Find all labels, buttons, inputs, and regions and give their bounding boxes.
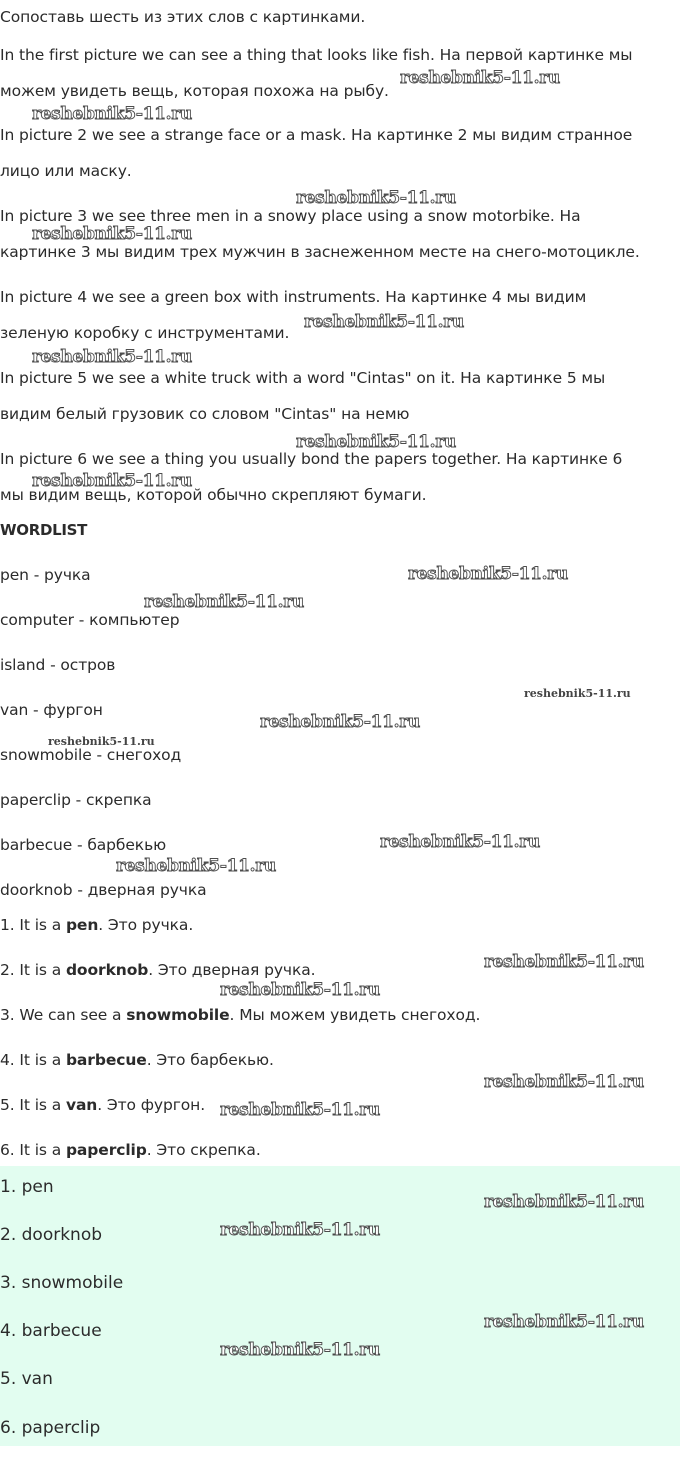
watermark: reshebnik5-11.ru bbox=[32, 224, 192, 244]
answer-sentence-6 bbox=[0, 1140, 261, 1160]
sentence-keyword: pen bbox=[65, 916, 99, 934]
watermark: reshebnik5-11.ru bbox=[144, 592, 304, 612]
watermark: reshebnik5-11.ru bbox=[260, 712, 420, 732]
wordlist-item: doorknob - дверная ручка bbox=[0, 881, 207, 899]
answer-item: 6. paperclip bbox=[0, 1418, 101, 1438]
watermark: reshebnik5-11.ru bbox=[32, 347, 192, 367]
watermark: reshebnik5-11.ru bbox=[220, 980, 380, 1000]
answer-item: 1. pen bbox=[0, 1177, 54, 1197]
wordlist-item: island - остров bbox=[0, 656, 116, 674]
description-2-line-1: In picture 2 we see a strange face or a mask. На картинке 2 мы видим странное bbox=[0, 126, 633, 144]
sentence-suffix: . Это скрепка. bbox=[146, 1141, 261, 1159]
sentence-suffix: . Мы можем увидеть снегоход. bbox=[229, 1006, 481, 1024]
description-4-line-1: In picture 4 we see a green box with instruments. На картинке 4 мы видим bbox=[0, 288, 587, 306]
sentence-suffix: . Это ручка. bbox=[98, 916, 194, 934]
answer-item: 5. van bbox=[0, 1369, 53, 1389]
task-instruction: Сопоставь шесть из этих слов с картинками. bbox=[0, 8, 366, 26]
watermark: reshebnik5-11.ru bbox=[484, 1312, 644, 1332]
wordlist-item: computer - компьютер bbox=[0, 611, 180, 629]
watermark: reshebnik5-11.ru bbox=[296, 188, 456, 208]
description-6-line-1: In picture 6 we see a thing you usually bond the papers together. На картинке 6 bbox=[0, 450, 623, 468]
description-1-line-1: In the first picture we can see a thing that looks like fish. На первой картинке мы bbox=[0, 46, 633, 64]
watermark: reshebnik5-11.ru bbox=[484, 1192, 644, 1212]
watermark: reshebnik5-11.ru bbox=[32, 104, 192, 124]
sentence-suffix: . Это фургон. bbox=[97, 1096, 206, 1114]
wordlist-item: van - фургон bbox=[0, 701, 103, 719]
watermark: reshebnik5-11.ru bbox=[116, 856, 276, 876]
watermark: reshebnik5-11.ru bbox=[220, 1220, 380, 1240]
sentence-prefix: 2. It is a bbox=[0, 961, 66, 979]
wordlist-item: barbecue - барбекью bbox=[0, 836, 167, 854]
answer-item: 3. snowmobile bbox=[0, 1273, 124, 1293]
sentence-suffix: . Это дверная ручка. bbox=[148, 961, 316, 979]
watermark: reshebnik5-11.ru bbox=[408, 564, 568, 584]
wordlist-item: paperclip - скрепка bbox=[0, 791, 152, 809]
watermark: reshebnik5-11.ru bbox=[296, 432, 456, 452]
description-5-line-2: видим белый грузовик со словом "Cintas" на немю bbox=[0, 405, 410, 423]
description-1-line-2: можем увидеть вещь, которая похожа на рыбу. bbox=[0, 82, 389, 100]
watermark: reshebnik5-11.ru bbox=[220, 1340, 380, 1360]
watermark: reshebnik5-11.ru bbox=[304, 312, 464, 332]
watermark: reshebnik5-11.ru bbox=[48, 735, 155, 748]
sentence-prefix: 4. It is a bbox=[0, 1051, 66, 1069]
watermark: reshebnik5-11.ru bbox=[484, 952, 644, 972]
description-4-line-2: зеленую коробку с инструментами. bbox=[0, 324, 290, 342]
answer-item: 2. doorknob bbox=[0, 1225, 103, 1245]
description-2-line-2: лицо или маску. bbox=[0, 162, 132, 180]
watermark: reshebnik5-11.ru bbox=[484, 1072, 644, 1092]
answer-sentence-5 bbox=[0, 1095, 205, 1115]
sentence-prefix: 5. It is a bbox=[0, 1096, 66, 1114]
wordlist-item: pen - ручка bbox=[0, 566, 91, 584]
watermark: reshebnik5-11.ru bbox=[380, 832, 540, 852]
answer-sentence-1 bbox=[0, 915, 193, 935]
watermark: reshebnik5-11.ru bbox=[220, 1100, 380, 1120]
sentence-keyword: barbecue bbox=[65, 1051, 147, 1069]
sentence-keyword: doorknob bbox=[65, 961, 149, 979]
wordlist-item: snowmobile - снегоход bbox=[0, 746, 182, 764]
description-3-line-2: картинке 3 мы видим трех мужчин в заснеженном месте на снего-мотоцикле. bbox=[0, 243, 640, 261]
watermark: reshebnik5-11.ru bbox=[32, 471, 192, 491]
sentence-prefix: 1. It is a bbox=[0, 916, 66, 934]
watermark: reshebnik5-11.ru bbox=[400, 68, 560, 88]
description-3-line-1: In picture 3 we see three men in a snowy place using a snow motorbike. На bbox=[0, 207, 581, 225]
sentence-suffix: . Это барбекью. bbox=[146, 1051, 274, 1069]
answer-sentence-4 bbox=[0, 1050, 274, 1070]
sentence-keyword: paperclip bbox=[65, 1141, 147, 1159]
answer-sentence-3 bbox=[0, 1005, 480, 1025]
sentence-prefix: 6. It is a bbox=[0, 1141, 66, 1159]
description-5-line-1: In picture 5 we see a white truck with a word "Cintas" on it. На картинке 5 мы bbox=[0, 369, 606, 387]
answer-item: 4. barbecue bbox=[0, 1321, 102, 1341]
sentence-keyword: van bbox=[65, 1096, 98, 1114]
sentence-keyword: snowmobile bbox=[126, 1006, 230, 1024]
watermark: reshebnik5-11.ru bbox=[524, 687, 631, 700]
answer-sentence-2 bbox=[0, 960, 315, 980]
sentence-prefix: 3. We can see a bbox=[0, 1006, 127, 1024]
wordlist-heading: WORDLIST bbox=[0, 521, 88, 539]
description-6-line-2: мы видим вещь, которой обычно скрепляют бумаги. bbox=[0, 486, 427, 504]
